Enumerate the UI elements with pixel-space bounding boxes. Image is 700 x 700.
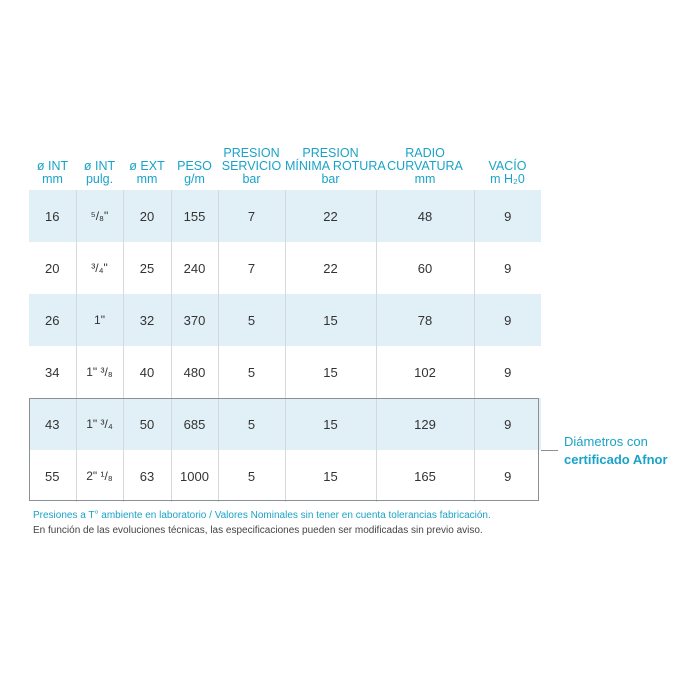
cell-ext-mm: 32 [123,294,171,346]
cell-radio-curvatura: 60 [376,242,474,294]
cell-presion-rotura: 15 [285,398,376,450]
cell-vacio: 9 [474,190,541,242]
cell-ext-mm: 20 [123,190,171,242]
cell-int-mm: 55 [45,468,60,484]
col-header-int-pulg: ø INT pulg. [83,159,116,186]
cell-presion-servicio: 5 [218,450,285,502]
table-row [29,294,541,346]
afnor-callout-line1: Diámetros con [564,434,648,449]
cell-int-mm: 16 [29,190,76,242]
cell-presion-rotura: 22 [285,242,376,294]
col-header-presion-servicio: PRESION SERVICIO bar [221,146,282,186]
afnor-callout [564,433,668,469]
cell-peso: 685 [171,398,218,450]
cell-presion-servicio: 5 [218,346,285,398]
header-row [29,145,541,190]
afnor-callout-line2: certificado Afnor [564,452,668,467]
cell-int-mm: 26 [29,294,76,346]
table-row [29,398,541,450]
afnor-callout-line [541,450,558,451]
cell-vacio: 9 [474,346,541,398]
cell-presion-servicio: 5 [218,294,285,346]
cell-presion-servicio: 7 [218,242,285,294]
cell-ext-mm: 63 [123,450,171,502]
cell-presion-rotura: 15 [285,450,376,502]
cell-int-mm: 20 [45,260,60,276]
cell-radio-curvatura: 48 [376,190,474,242]
col-header-radio-curvatura: RADIO CURVATURA mm [387,146,463,186]
col-header-int-mm: ø INT mm [36,159,69,186]
table-row [29,190,541,242]
col-header-presion-rotura: PRESION MÍNIMA ROTURA bar [285,146,386,186]
cell-ext-mm: 25 [123,242,171,294]
pressure-note: Presiones a T° ambiente en laboratorio / Valores Nominales sin tener en cuenta tolerancias fabricación. [33,510,491,521]
cell-int-pulg: 1" ³/₄ [76,398,123,450]
cell-radio-curvatura: 102 [376,346,474,398]
cell-ext-mm: 40 [123,346,171,398]
cell-peso: 1000 [171,450,218,502]
cell-ext-mm: 50 [123,398,171,450]
cell-peso: 480 [171,346,218,398]
cell-peso: 155 [171,190,218,242]
cell-int-pulg: 1" [76,294,123,346]
col-header-peso: PESO g/m [177,159,212,186]
disclaimer-note: En función de las evoluciones técnicas, las especificaciones pueden ser modificadas sin previo aviso. [33,525,483,536]
cell-int-pulg: ³/₄" [76,242,123,294]
cell-presion-servicio: 7 [218,190,285,242]
cell-int-mm: 43 [29,398,76,450]
cell-int-mm: 34 [45,364,60,380]
cell-peso: 370 [171,294,218,346]
cell-int-pulg: ⁵/₈" [76,190,123,242]
cell-int-pulg: 2" ¹/₈ [76,450,123,502]
table-row [29,346,541,398]
cell-vacio: 9 [474,294,541,346]
spec-table [29,145,541,502]
cell-radio-curvatura: 78 [376,294,474,346]
cell-radio-curvatura: 165 [376,450,474,502]
cell-int-pulg: 1" ³/₈ [76,346,123,398]
cell-presion-rotura: 15 [285,346,376,398]
cell-presion-rotura: 15 [285,294,376,346]
cell-radio-curvatura: 129 [376,398,474,450]
cell-vacio: 9 [474,450,541,502]
table-row [29,450,541,502]
cell-presion-servicio: 5 [218,398,285,450]
cell-presion-rotura: 22 [285,190,376,242]
cell-vacio: 9 [474,398,541,450]
col-header-ext-mm: ø EXT mm [129,159,165,186]
cell-peso: 240 [171,242,218,294]
cell-vacio: 9 [474,242,541,294]
col-header-vacio: VACÍO m H₂0 [488,159,527,186]
table-row [29,242,541,294]
